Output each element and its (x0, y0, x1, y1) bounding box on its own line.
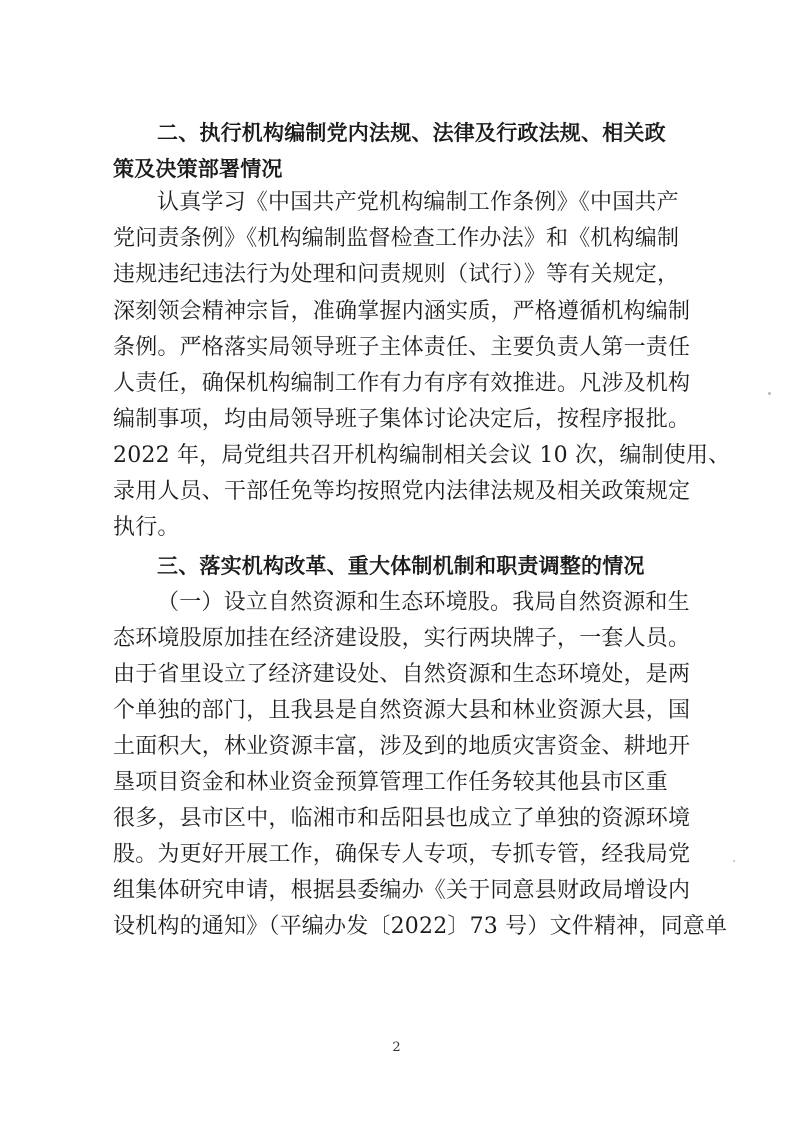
paragraph-line: 股。为更好开展工作，确保专人专项，专抓专管，经我局党 (113, 842, 691, 867)
paragraph-line: 违规违纪违法行为处理和问责规则（试行）》等有关规定， (113, 262, 680, 287)
paragraph-line: 垦项目资金和林业资金预算管理工作任务较其他县市区重 (113, 770, 669, 795)
paragraph-line: 个单独的部门，且我县是自然资源大县和林业资源大县，国 (113, 698, 691, 723)
section-heading-line: 二、执行机构编制党内法规、法律及行政法规、相关政 (157, 121, 666, 145)
paragraph-line: 很多，县市区中，临湘市和岳阳县也成立了单独的资源环境 (113, 806, 691, 831)
paragraph-line: 编制事项，均由局领导班子集体讨论决定后，按程序报批。 (113, 407, 691, 432)
paragraph-line: 土面积大，林业资源丰富，涉及到的地质灾害资金、耕地开 (113, 734, 691, 759)
section-heading-line: 三、落实机构改革、重大体制机制和职责调整的情况 (157, 554, 645, 578)
paragraph-line: 设机构的通知》（平编办发〔2022〕73 号）文件精神，同意单 (113, 914, 728, 939)
paragraph-line: 党问责条例》《机构编制监督检查工作办法》和《机构编制 (113, 226, 680, 251)
paragraph-line: 条例。严格落实局领导班子主体责任、主要负责人第一责任 (113, 335, 691, 360)
paragraph-line: 2022 年，局党组共召开机构编制相关会议 10 次，编制使用、 (113, 443, 731, 468)
paragraph-line: 认真学习《中国共产党机构编制工作条例》《中国共产 (157, 190, 679, 215)
section-heading-line: 策及决策部署情况 (113, 157, 283, 181)
paragraph-line: 由于省里设立了经济建设处、自然资源和生态环境处，是两 (113, 662, 691, 687)
page-number: 2 (392, 1040, 401, 1055)
paragraph-line: 人责任，确保机构编制工作有力有序有效推进。凡涉及机构 (113, 371, 691, 396)
paragraph-line: 态环境股原加挂在经济建设股，实行两块牌子，一套人员。 (113, 626, 691, 651)
scan-speck (768, 392, 771, 395)
paragraph-line: 深刻领会精神宗旨，准确掌握内涵实质，严格遵循机构编制 (113, 299, 691, 324)
paragraph-line: 执行。 (113, 515, 180, 540)
paragraph-line: 组集体研究申请，根据县委编办《关于同意县财政局增设内 (113, 878, 691, 903)
paragraph-line: 录用人员、干部任免等均按照党内法律法规及相关政策规定 (113, 479, 691, 504)
paragraph-line: （一）设立自然资源和生态环境股。我局自然资源和生 (157, 590, 690, 615)
scan-speck (733, 860, 735, 862)
